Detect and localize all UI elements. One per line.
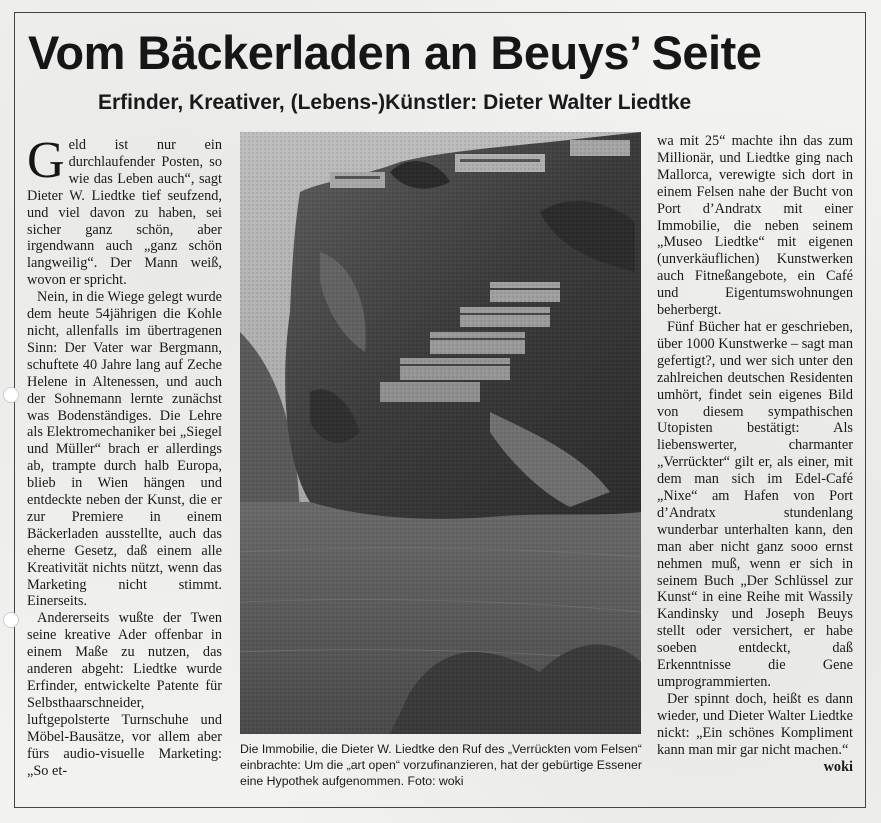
photo-caption: Die Immobilie, die Dieter W. Liedtke den Ruf des „Verrückten vom Felsen“ einbrachte: Um die „art open“ vorzufinanzieren, hat der gebürtige Essener eine Hypothek aufgenommen. Foto: woki	[240, 742, 642, 788]
paragraph: wa mit 25“ machte ihn das zum Millionär, und Liedtke ging nach Mallorca, verewigte sich dort in einem Felsen nahe der Bucht von Port d’Andratx mit einer Immobilie, die neben seinem „Museo Liedtke“ mit eigenen (unverkäuflichen) Kunstwerken auch Fitneßangebote, ein Café und Eigentumswohnungen beherbergt.	[657, 133, 853, 319]
author-signature: woki	[823, 758, 853, 775]
punch-hole	[3, 387, 19, 403]
cliff-photo-illustration	[240, 132, 641, 734]
paragraph	[657, 690, 853, 775]
paragraph: Fünf Bücher hat er geschrieben, über 1000 Kunstwerke – sagt man gefertigt?, und wer sich unter den zahlreichen deutschen Residenten umhört, findet sein eigenes Bild von diesem sympathischen Utopisten bestätigt: Als liebenswerter, charmanter „Verrückter“ gilt er, als einer, mit dem man sich im Edel-Café „Nixe“ am Hafen von Port d’Andratx stundenlang wunderbar unterhalten kann, den man aber nicht ganz sooo ernst nehmen muß, wenn er sich in seinem Buch „Der Schlüssel zur Kunst“ in eine Reihe mit Wassily Kandinsky und Joseph Beuys stellt oder versichert, er habe soeben entdeckt, daß Erkenntnisse die Gene umprogrammierten.	[657, 318, 853, 690]
drop-cap: G	[27, 132, 65, 189]
paragraph-text: eld ist nur ein durchlaufender Posten, so wie das Leben auch“, sagt Dieter W. Liedtke tief seufzend, und viel davon zu haben, sei sicher ganz schön, aber irgendwann auch „ganz schön langweilig“. Der Mann weiß, wovon er spricht.	[27, 137, 222, 289]
headline: Vom Bäckerladen an Beuys’ Seite	[28, 26, 762, 79]
column-left	[27, 132, 222, 779]
punch-hole	[3, 612, 19, 628]
cliff-photo	[240, 132, 641, 734]
paragraph	[27, 132, 222, 289]
paragraph: Andererseits wußte der Twen seine kreative Ader offenbar in einem Maße zu nutzen, das anderen abgeht: Liedtke wurde Erfinder, entwickelte Patente für Selbsthaarschneider, luftgepolsterte Turnschuhe und Möbel-Bausätze, vor allem aber fürs audio-visuelle Marketing: „So et-	[27, 610, 222, 779]
column-right	[657, 133, 853, 775]
subheadline: Erfinder, Kreativer, (Lebens-)Künstler: Dieter Walter Liedtke	[98, 91, 692, 114]
paragraph-text: Der spinnt doch, heißt es dann wieder, und Dieter Walter Liedtke nickt: „Ein schönes Kompliment kann man mir gar nicht machen.“	[657, 690, 853, 758]
paragraph: Nein, in die Wiege gelegt wurde dem heute 54jährigen die Kohle nicht, allenfalls im übertragenen Sinn: Der Vater war Bergmann, schuftete 40 Jahre lang auf Zeche Helene in Altenessen, und auch der Sohnemann lernte zunächst was Bodenständiges. Die Lehre als Elektromechaniker bei „Siegel und Müller“ brach er allerdings ab, trampte durch halb Europa, blieb in Wien hängen und entdeckte neben der Kunst, die er zur Premiere in einem Bäckerladen ausstellte, auch das eherne Gesetz, daß einem alle Kreativität nichts nützt, wenn das Marketing nicht stimmt. Einerseits.	[27, 289, 222, 610]
